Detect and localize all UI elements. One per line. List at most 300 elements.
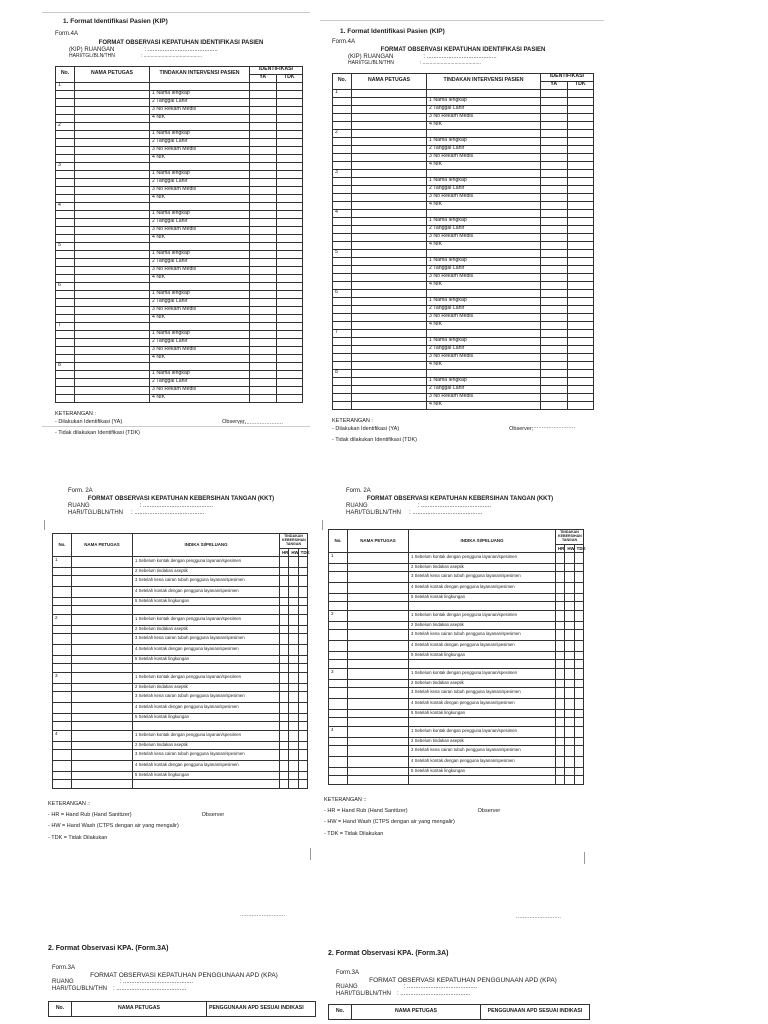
tindakan-item: 4 NIK — [427, 321, 541, 329]
table-row — [56, 378, 303, 386]
tdk-cell — [276, 290, 303, 298]
row-number — [329, 698, 348, 709]
ruang-label: RUANG — [336, 984, 358, 991]
table-row — [329, 745, 584, 756]
indikasi-item: 5 Setelah kontak lingkungan — [409, 593, 556, 601]
tindakan-item: 4 NIK — [427, 401, 541, 409]
tdk-cell — [276, 258, 303, 266]
kip-document-right — [332, 28, 594, 443]
tdk-cell — [298, 586, 307, 597]
table-row — [53, 730, 308, 741]
ya-cell — [541, 201, 568, 209]
spacer-row — [329, 717, 584, 726]
ya-cell — [541, 313, 568, 321]
table-row — [53, 749, 308, 760]
ya-cell — [250, 130, 277, 138]
table-row — [333, 289, 594, 297]
ya-cell — [541, 145, 568, 153]
nama-cell — [348, 651, 409, 659]
hw-cell — [289, 691, 298, 702]
hr-cell — [556, 651, 565, 659]
tindakan-item: 1 Nama lengkap — [150, 250, 250, 258]
nama-cell — [72, 730, 133, 741]
empty-cell — [556, 659, 565, 668]
no-cell — [333, 97, 352, 105]
nama-cell — [348, 668, 409, 679]
nama-cell — [75, 362, 150, 370]
table-row — [333, 345, 594, 353]
table-row — [333, 121, 594, 129]
hw-cell — [565, 610, 574, 621]
nama-cell — [75, 394, 150, 402]
tdk-cell — [567, 161, 594, 169]
tindakan-item: 3 No Rekam Medis — [150, 346, 250, 354]
hw-cell — [565, 679, 574, 687]
nama-cell — [75, 90, 150, 98]
empty-cell — [72, 663, 133, 672]
hw-cell — [565, 745, 574, 756]
no-cell — [56, 186, 75, 194]
nama-cell — [75, 146, 150, 154]
table-row — [333, 161, 594, 169]
nama-cell — [348, 709, 409, 717]
tgl-fill: : .......................................... — [113, 986, 187, 993]
tindakan-item: 1 Nama lengkap — [150, 370, 250, 378]
table-row — [53, 614, 308, 625]
table-row — [329, 571, 584, 582]
no-cell — [56, 170, 75, 178]
kip-header-row — [333, 73, 594, 81]
ya-cell — [250, 98, 277, 106]
tindakan-item: 2 Tanggal Lahir — [150, 378, 250, 386]
tgl-fill: : .......................................... — [397, 991, 471, 998]
no-cell — [56, 298, 75, 306]
tindakan-item: 2 Tanggal Lahir — [427, 345, 541, 353]
hw-cell — [565, 709, 574, 717]
table-row — [333, 153, 594, 161]
tgl-fill: : .......................................... — [409, 509, 483, 516]
nama-cell — [75, 258, 150, 266]
tdk-cell — [567, 121, 594, 129]
ruang-label: RUANG — [52, 979, 74, 986]
empty-cell — [298, 779, 307, 788]
row-number: 2 — [53, 614, 72, 625]
tdk-cell — [298, 713, 307, 721]
kkt-table — [52, 533, 308, 789]
tdk-cell — [567, 377, 594, 385]
tdk-cell — [574, 621, 583, 629]
header-apd: PENGGUNAAN APD SESUAI INDIKASI — [481, 1005, 590, 1020]
ya-cell — [250, 282, 277, 290]
tdk-cell — [567, 89, 594, 97]
no-cell — [56, 378, 75, 386]
ya-cell — [250, 114, 277, 122]
indikasi-item: 1 Sebelum kontak dengan pengguna layanan/spesimen — [409, 726, 556, 737]
tdk-cell — [276, 242, 303, 250]
tgl-label: HARI/TGL/BLN/THN — [69, 53, 115, 60]
ket-ya: - Dilakukan Identifikasi (YA) — [55, 419, 123, 426]
tgl-fill: : .......................................... — [419, 60, 481, 67]
indikasi-item: 3 Setelah kena cairan tubuh pengguna layanan/spesimen — [133, 633, 280, 644]
nama-cell — [75, 98, 150, 106]
table-row — [56, 138, 303, 146]
spacer-row — [53, 779, 308, 788]
hr-cell — [556, 610, 565, 621]
nama-cell — [352, 401, 427, 409]
header-nama: NAMA PETUGAS — [352, 73, 427, 89]
tdk-cell — [298, 771, 307, 779]
form-title: FORMAT OBSERVASI KEPATUHAN IDENTIFIKASI PASIEN — [98, 40, 264, 47]
ya-cell — [541, 273, 568, 281]
tdk-cell — [574, 610, 583, 621]
nama-cell — [348, 629, 409, 640]
tdk-cell — [567, 353, 594, 361]
table-row — [56, 346, 303, 354]
section-title: 1. Format Identifikasi Pasien (KIP) — [340, 28, 445, 35]
table-row — [56, 122, 303, 130]
indikasi-item: 5 Setelah kontak lingkungan — [133, 655, 280, 663]
kpa-header-row — [49, 1002, 316, 1017]
tdk-cell — [567, 209, 594, 217]
tindakan-item: 2 Tanggal Lahir — [427, 185, 541, 193]
table-row — [333, 97, 594, 105]
empty-cell — [565, 775, 574, 784]
hr-cell — [280, 575, 289, 586]
hr-cell — [556, 552, 565, 563]
table-row — [56, 354, 303, 362]
no-cell — [333, 353, 352, 361]
no-cell — [333, 385, 352, 393]
ya-cell — [541, 337, 568, 345]
empty-cell — [280, 779, 289, 788]
hw-cell — [565, 640, 574, 651]
header-tdk: TDK — [574, 544, 583, 552]
no-cell — [56, 226, 75, 234]
no-cell — [56, 138, 75, 146]
no-cell — [333, 225, 352, 233]
spacer-row — [329, 601, 584, 610]
tgl-label: HARI/TGL/BLN/THN — [346, 509, 402, 516]
nama-cell — [75, 106, 150, 114]
tdk-cell — [567, 241, 594, 249]
tdk-cell — [298, 702, 307, 713]
indikasi-item: 4 Setelah kontak dengan pengguna layanan/spesimen — [409, 756, 556, 767]
tgl-row — [346, 510, 592, 517]
ket-tdk: - Tidak dilakukan Identifikasi (TDK) — [55, 429, 140, 436]
table-row — [333, 361, 594, 369]
row-number: 3 — [329, 668, 348, 679]
header-apd: PENGGUNAAN APD SESUAI INDIKASI — [207, 1002, 316, 1017]
ya-cell — [250, 258, 277, 266]
tdk-cell — [276, 314, 303, 322]
empty-cell — [409, 775, 556, 784]
table-row — [329, 687, 584, 698]
tindakan-item: 4 NIK — [150, 194, 250, 202]
tindakan-item: 1 Nama lengkap — [150, 170, 250, 178]
header-no: No. — [56, 66, 75, 82]
header-tindakan: TINDAKAN INTERVENSI PASIEN — [150, 66, 250, 82]
row-number — [53, 760, 72, 771]
kkt-header-row — [53, 533, 308, 548]
nama-cell — [75, 250, 150, 258]
ya-cell — [541, 369, 568, 377]
nama-cell — [75, 234, 150, 242]
nama-cell — [352, 137, 427, 145]
ruang-label: RUANG — [346, 502, 368, 509]
nama-cell — [352, 145, 427, 153]
header-no: No. — [49, 1002, 72, 1017]
table-row — [56, 250, 303, 258]
table-row — [53, 771, 308, 779]
tdk-cell — [567, 273, 594, 281]
nama-cell — [352, 321, 427, 329]
tindakan-item: 3 No Rekam Medis — [427, 113, 541, 121]
header-no: No. — [53, 533, 72, 556]
tindakan-cell — [427, 169, 541, 177]
ya-cell — [250, 154, 277, 162]
ruang-row — [68, 503, 310, 510]
row-number: 4 — [333, 209, 352, 217]
signature-line: ........................... — [530, 424, 576, 430]
nama-cell — [352, 209, 427, 217]
tindakan-cell — [150, 162, 250, 170]
tdk-cell — [276, 298, 303, 306]
kkt-document-right — [324, 488, 592, 837]
nama-cell — [352, 89, 427, 97]
nama-cell — [72, 614, 133, 625]
table-row — [333, 377, 594, 385]
ya-cell — [250, 162, 277, 170]
table-row — [333, 369, 594, 377]
indikasi-item: 4 Setelah kontak dengan pengguna layanan/spesimen — [409, 582, 556, 593]
ya-cell — [541, 345, 568, 353]
hw-cell — [565, 582, 574, 593]
no-cell — [333, 377, 352, 385]
indikasi-item: 5 Setelah kontak lingkungan — [133, 597, 280, 605]
nama-cell — [75, 290, 150, 298]
tdk-cell — [567, 249, 594, 257]
nama-cell — [75, 82, 150, 90]
table-row — [53, 760, 308, 771]
empty-cell — [133, 779, 280, 788]
no-cell — [56, 218, 75, 226]
nama-cell — [72, 586, 133, 597]
row-number — [53, 655, 72, 663]
nama-cell — [72, 644, 133, 655]
nama-cell — [352, 105, 427, 113]
tdk-cell — [276, 130, 303, 138]
table-row — [56, 82, 303, 90]
tdk-cell — [298, 655, 307, 663]
kkt-table — [328, 529, 584, 785]
empty-cell — [409, 717, 556, 726]
row-number — [329, 737, 348, 745]
hr-cell — [280, 691, 289, 702]
signature-line: ........................... — [238, 420, 284, 426]
table-row — [333, 113, 594, 121]
tdk-cell — [567, 233, 594, 241]
tindakan-cell — [150, 122, 250, 130]
nama-cell — [352, 177, 427, 185]
hr-cell — [280, 760, 289, 771]
row-number — [329, 593, 348, 601]
ya-cell — [250, 274, 277, 282]
nama-cell — [352, 305, 427, 313]
empty-cell — [289, 779, 298, 788]
table-row — [329, 552, 584, 563]
ya-cell — [541, 233, 568, 241]
nama-cell — [348, 563, 409, 571]
tdk-cell — [574, 571, 583, 582]
hw-cell — [565, 756, 574, 767]
hw-cell — [289, 713, 298, 721]
nama-cell — [352, 393, 427, 401]
indikasi-item: 1 Sebelum kontak dengan pengguna layanan/spesimen — [133, 730, 280, 741]
table-row — [53, 713, 308, 721]
hr-cell — [280, 567, 289, 575]
hw-cell — [289, 749, 298, 760]
tindakan-cell — [427, 329, 541, 337]
row-number: 8 — [333, 369, 352, 377]
tindakan-item: 2 Tanggal Lahir — [150, 338, 250, 346]
cut-line — [42, 426, 310, 427]
table-row — [56, 202, 303, 210]
ya-cell — [541, 121, 568, 129]
tindakan-item: 1 Nama lengkap — [427, 97, 541, 105]
table-row — [333, 313, 594, 321]
ruangan-fill: : .......................................... — [144, 47, 218, 54]
observer-label: Observer, — [509, 426, 533, 433]
hw-cell — [565, 629, 574, 640]
table-row — [56, 370, 303, 378]
indikasi-item: 4 Setelah kontak dengan pengguna layanan/spesimen — [133, 702, 280, 713]
tindakan-item: 1 Nama lengkap — [427, 297, 541, 305]
row-number — [53, 741, 72, 749]
tdk-cell — [567, 401, 594, 409]
tindakan-item: 2 Tanggal Lahir — [150, 138, 250, 146]
tindakan-item: 4 NIK — [427, 121, 541, 129]
nama-cell — [75, 210, 150, 218]
hr-cell — [556, 709, 565, 717]
empty-cell — [565, 601, 574, 610]
tindakan-item: 4 NIK — [427, 161, 541, 169]
indikasi-item: 3 Setelah kena cairan tubuh pengguna layanan/spesimen — [133, 575, 280, 586]
hr-cell — [280, 771, 289, 779]
nama-cell — [348, 640, 409, 651]
tdk-cell — [276, 322, 303, 330]
no-cell — [56, 210, 75, 218]
ya-cell — [541, 361, 568, 369]
table-row — [333, 393, 594, 401]
table-row — [56, 330, 303, 338]
hr-cell — [556, 582, 565, 593]
nama-cell — [352, 297, 427, 305]
tdk-cell — [567, 385, 594, 393]
tdk-cell — [298, 691, 307, 702]
nama-cell — [352, 281, 427, 289]
hw-cell — [289, 683, 298, 691]
table-row — [56, 210, 303, 218]
empty-cell — [574, 659, 583, 668]
tdk-cell — [567, 289, 594, 297]
ya-cell — [541, 137, 568, 145]
tindakan-item: 4 NIK — [150, 314, 250, 322]
form-title: FORMAT OBSERVASI KEPATUHAN PENGGUNAAN APD (KPA) — [90, 971, 278, 979]
table-row — [333, 233, 594, 241]
indikasi-item: 4 Setelah kontak dengan pengguna layanan/spesimen — [133, 644, 280, 655]
no-cell — [56, 266, 75, 274]
tindakan-cell — [150, 202, 250, 210]
ya-cell — [541, 177, 568, 185]
tdk-cell — [574, 629, 583, 640]
row-number — [53, 683, 72, 691]
tdk-cell — [276, 90, 303, 98]
hr-cell — [280, 749, 289, 760]
page-edge — [584, 852, 585, 864]
hw-cell — [289, 644, 298, 655]
keterangan-label: KETERANGAN : — [332, 417, 373, 424]
tdk-cell — [276, 178, 303, 186]
tdk-cell — [298, 614, 307, 625]
nama-cell — [352, 169, 427, 177]
header-hw: HW — [289, 548, 298, 556]
empty-cell — [348, 717, 409, 726]
nama-cell — [72, 702, 133, 713]
hw-cell — [289, 702, 298, 713]
row-number: 3 — [53, 672, 72, 683]
tdk-cell — [276, 362, 303, 370]
tdk-cell — [567, 97, 594, 105]
hr-cell — [280, 702, 289, 713]
table-row — [56, 186, 303, 194]
tdk-cell — [567, 129, 594, 137]
nama-cell — [352, 97, 427, 105]
table-row — [329, 767, 584, 775]
row-number — [329, 709, 348, 717]
tdk-cell — [567, 185, 594, 193]
ruang-fill: : .......................................... — [417, 502, 492, 509]
tdk-cell — [276, 186, 303, 194]
table-row — [53, 644, 308, 655]
empty-cell — [298, 605, 307, 614]
tindakan-item: 3 No Rekam Medis — [427, 233, 541, 241]
tdk-cell — [574, 767, 583, 775]
tdk-cell — [574, 726, 583, 737]
table-row — [333, 137, 594, 145]
no-cell — [56, 106, 75, 114]
tindakan-item: 1 Nama lengkap — [427, 137, 541, 145]
no-cell — [333, 313, 352, 321]
hr-cell — [280, 625, 289, 633]
empty-cell — [409, 601, 556, 610]
table-row — [333, 297, 594, 305]
table-row — [333, 329, 594, 337]
empty-cell — [329, 717, 348, 726]
tdk-cell — [276, 154, 303, 162]
tindakan-item: 2 Tanggal Lahir — [427, 385, 541, 393]
tdk-cell — [276, 338, 303, 346]
kpa-document-right — [328, 950, 598, 1020]
nama-cell — [352, 377, 427, 385]
empty-cell — [289, 605, 298, 614]
hw-cell — [289, 771, 298, 779]
header-indika: INDIKA SI/PELUANG — [409, 529, 556, 552]
hw-cell — [565, 767, 574, 775]
nama-cell — [352, 233, 427, 241]
hr-cell — [556, 621, 565, 629]
tindakan-item: 3 No Rekam Medis — [427, 313, 541, 321]
no-cell — [333, 193, 352, 201]
